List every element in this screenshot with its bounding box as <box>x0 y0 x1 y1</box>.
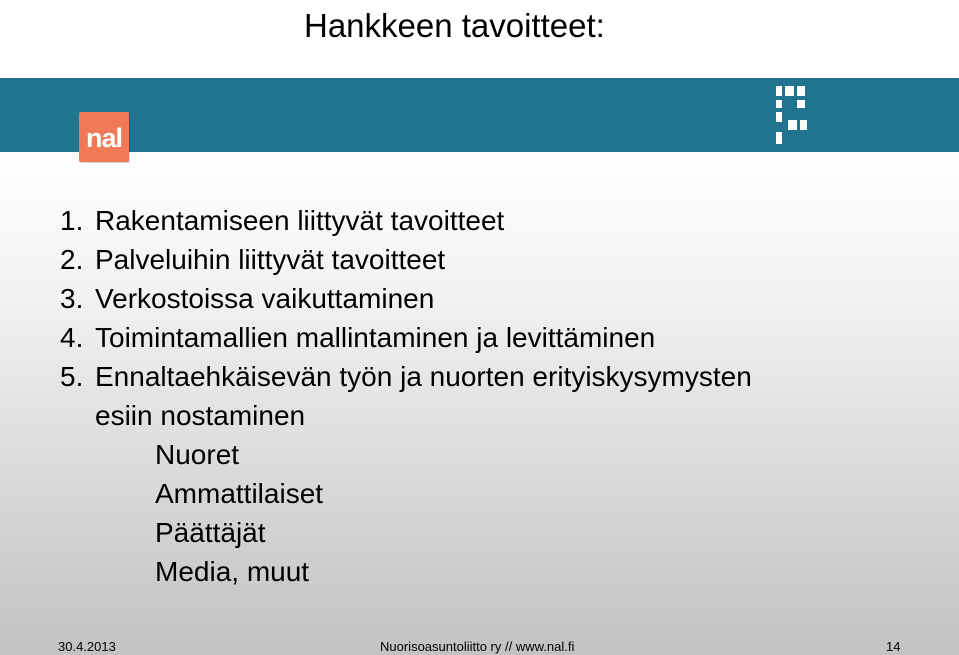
list-item-continuation: esiin nostaminen <box>95 400 306 431</box>
item-number: 5. <box>60 361 84 392</box>
item-text: Toimintamallien mallintaminen ja levittäminen <box>95 322 656 353</box>
slide-title: Hankkeen tavoitteet: <box>304 7 605 44</box>
title-area <box>0 0 959 78</box>
footer-date: 30.4.2013 <box>58 639 116 654</box>
list-item <box>60 357 940 396</box>
item-number: 4. <box>60 322 84 353</box>
nal-logo-icon <box>79 112 129 162</box>
footer-organization: Nuorisoasuntoliitto ry // www.nal.fi <box>380 639 575 654</box>
sub-item-media: Media, muut <box>155 556 310 587</box>
sub-item-professionals: Ammattilaiset <box>155 478 324 509</box>
item-text: Palveluihin liittyvät tavoitteet <box>95 244 446 275</box>
item-text: Ennaltaehkäisevän työn ja nuorten erityiskysymysten <box>95 361 752 392</box>
dotted-p-logo-icon <box>776 86 810 148</box>
item-text: Rakentamiseen liittyvät tavoitteet <box>95 205 505 236</box>
nal-logo-text: nal <box>85 123 122 153</box>
list-item <box>60 201 940 240</box>
item-text: Verkostoissa vaikuttaminen <box>95 283 435 314</box>
sub-item-youth: Nuoret <box>155 439 240 470</box>
list-item <box>60 279 940 318</box>
item-number: 2. <box>60 244 84 275</box>
list-item <box>60 240 940 279</box>
list-item <box>60 318 940 357</box>
footer-page-number: 14 <box>886 639 901 654</box>
sub-item-decision-makers: Päättäjät <box>155 517 266 548</box>
item-number: 3. <box>60 283 84 314</box>
header-band <box>0 78 959 152</box>
item-number: 1. <box>60 205 84 236</box>
goals-list <box>60 201 940 591</box>
